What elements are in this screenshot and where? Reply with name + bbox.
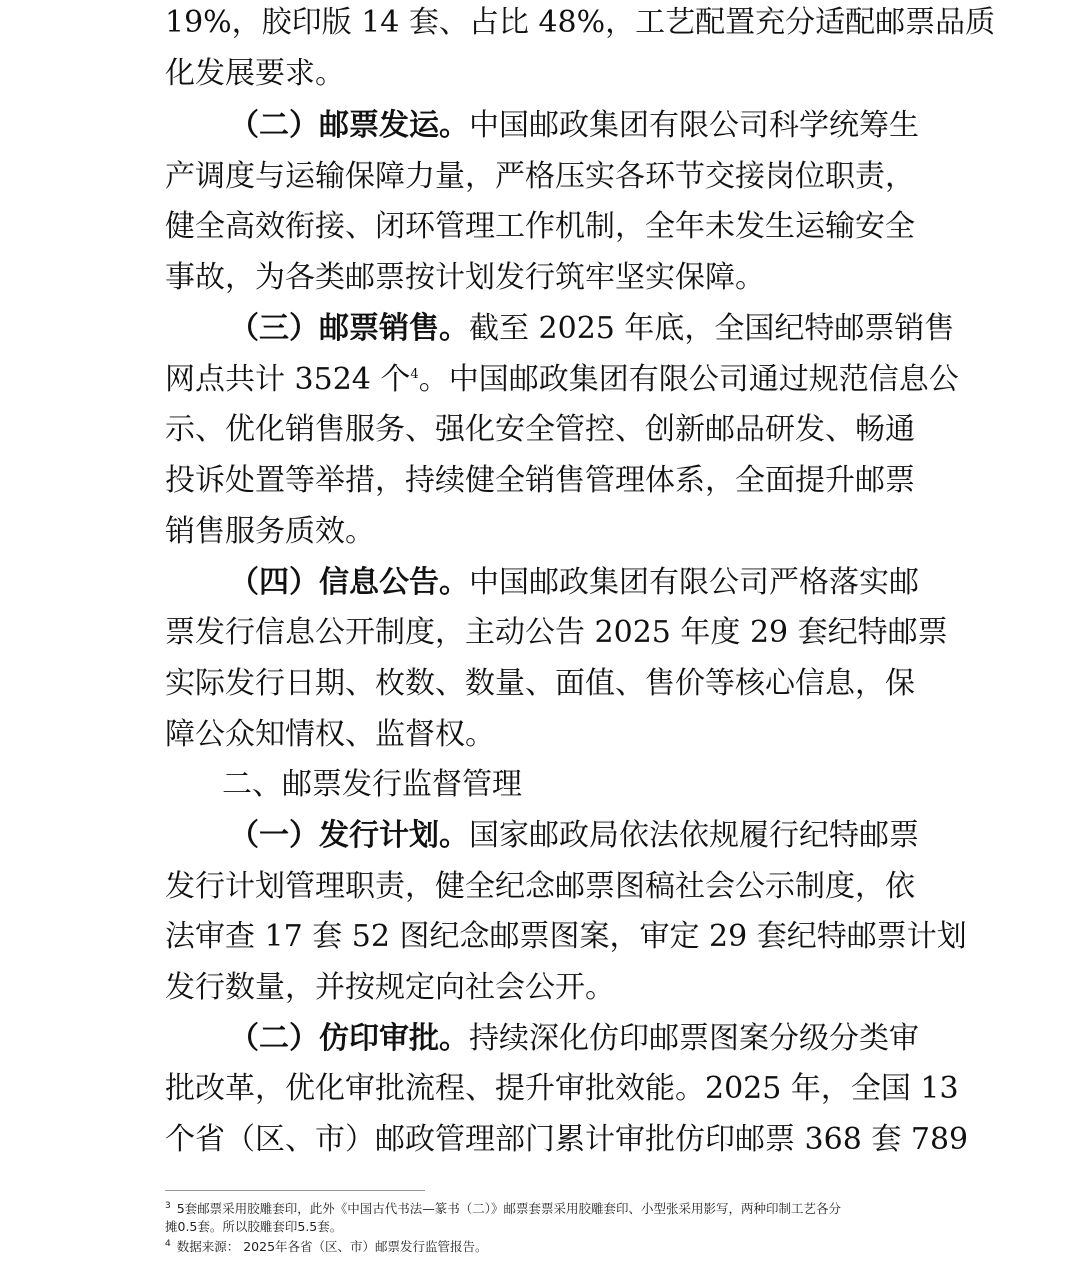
paragraph-line xyxy=(165,1072,959,1106)
paragraph-line xyxy=(165,920,967,954)
text-line: 化发展要求。 xyxy=(165,56,345,91)
paragraph-line xyxy=(165,261,765,295)
text-line: 发行计划管理职责，健全纪念邮票图稿社会公示制度，依 xyxy=(165,869,915,904)
text-line: 国家邮政局依法依规履行纪特邮票 xyxy=(469,818,919,853)
footnote-text: 数据来源： 2025年各省（区、市）邮票发行监管报告。 xyxy=(176,1239,488,1254)
text-line: 事故，为各类邮票按计划发行筑牢坚实保障。 xyxy=(165,260,765,295)
text-line: 销售服务质效。 xyxy=(165,514,375,549)
text-line: 19%，胶印版 14 套、占比 48%，工艺配置充分适配邮票品质 xyxy=(165,5,996,40)
paragraph-line xyxy=(165,5,996,40)
paragraph-line xyxy=(165,464,915,498)
paragraph-heading: （二）仿印审批。 xyxy=(229,1021,469,1056)
text-line: 中国邮政集团有限公司科学统筹生 xyxy=(469,108,919,143)
section-heading xyxy=(222,768,522,802)
text-line: 网点共计 3524 个 xyxy=(165,362,411,397)
paragraph-line xyxy=(229,819,919,853)
text-line: 产调度与运输保障力量，严格压实各环节交接岗位职责， xyxy=(165,159,915,194)
text-line: 投诉处置等举措，持续健全销售管理体系，全面提升邮票 xyxy=(165,463,915,498)
paragraph-heading: （二）邮票发运。 xyxy=(229,108,469,143)
paragraph-line xyxy=(229,1022,919,1056)
paragraph-line xyxy=(229,312,954,346)
paragraph-heading: （一）发行计划。 xyxy=(229,818,469,853)
footnote-line xyxy=(165,1238,925,1256)
paragraph-line xyxy=(165,160,915,194)
paragraph-heading: （三）邮票销售。 xyxy=(229,311,469,346)
paragraph-line xyxy=(165,718,495,752)
paragraph-line xyxy=(165,616,948,650)
text-line: 票发行信息公开制度，主动公告 2025 年度 29 套纪特邮票 xyxy=(165,615,948,650)
footnote-line xyxy=(165,1200,925,1218)
section-title: 二、邮票发行监督管理 xyxy=(222,767,522,802)
footnote-separator xyxy=(165,1190,425,1191)
text-line: 截至 2025 年底，全国纪特邮票销售 xyxy=(469,311,955,346)
text-line: 发行数量，并按规定向社会公开。 xyxy=(165,970,615,1005)
text-line: 中国邮政集团有限公司严格落实邮 xyxy=(469,565,919,600)
text-line: 障公众知情权、监督权。 xyxy=(165,717,495,752)
paragraph-line xyxy=(165,667,915,701)
paragraph-heading: （四）信息公告。 xyxy=(229,565,469,600)
footnote-ref[interactable]: 4 xyxy=(410,367,419,382)
text-line: 健全高效衔接、闭环管理工作机制，全年未发生运输安全 xyxy=(165,209,915,244)
paragraph-line xyxy=(229,566,919,600)
text-line: 实际发行日期、枚数、数量、面值、售价等核心信息，保 xyxy=(165,666,915,701)
text-line: 法审查 17 套 52 图纪念邮票图案，审定 29 套纪特邮票计划 xyxy=(165,919,967,954)
text-line: 示、优化销售服务、强化安全管控、创新邮品研发、畅通 xyxy=(165,412,915,447)
paragraph-line xyxy=(165,870,915,904)
paragraph-line xyxy=(229,109,919,143)
paragraph-line xyxy=(165,363,959,397)
footnote-number: 3 xyxy=(165,1200,171,1211)
text-line: 。中国邮政集团有限公司通过规范信息公 xyxy=(418,362,959,397)
footnote-text: 5套邮票采用胶雕套印，此外《中国古代书法—篆书（二）》邮票套票采用胶雕套印、小型张采用影写，两种印制工艺各分 xyxy=(176,1201,841,1216)
footnote-number: 4 xyxy=(165,1238,171,1249)
paragraph-line xyxy=(165,1123,968,1157)
footnote-text: 摊0.5套。所以胶雕套印5.5套。 xyxy=(165,1219,343,1234)
text-line: 持续深化仿印邮票图案分级分类审 xyxy=(469,1021,919,1056)
footnote-3 xyxy=(165,1200,925,1236)
paragraph-line xyxy=(165,971,615,1005)
paragraph-line xyxy=(165,413,915,447)
text-line: 个省（区、市）邮政管理部门累计审批仿印邮票 368 套 789 xyxy=(165,1122,969,1157)
footnote-4 xyxy=(165,1238,925,1256)
paragraph-line xyxy=(165,57,345,91)
paragraph-line xyxy=(165,515,375,549)
footnote-line xyxy=(165,1218,925,1236)
paragraph-line xyxy=(165,210,915,244)
text-line: 批改革，优化审批流程、提升审批效能。2025 年，全国 13 xyxy=(165,1071,959,1106)
